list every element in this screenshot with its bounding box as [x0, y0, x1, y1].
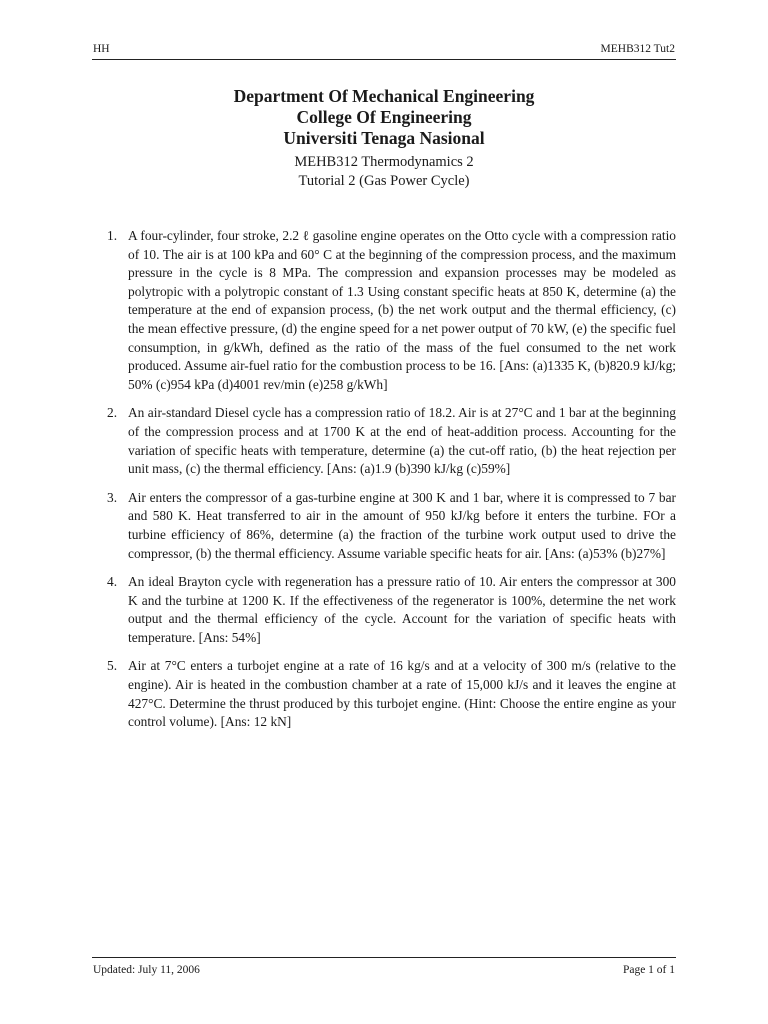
question-number: 4.	[107, 574, 118, 590]
subtitle-course: MEHB312 Thermodynamics 2	[294, 154, 474, 170]
question-item-1	[92, 227, 676, 394]
title-department: Department Of Mechanical Engineering	[233, 86, 535, 106]
page-footer	[92, 957, 676, 978]
question-item-3	[92, 489, 676, 563]
document-subtitle	[92, 153, 676, 191]
footer-updated-date: Updated: July 11, 2006	[93, 964, 200, 976]
title-college: College Of Engineering	[296, 107, 472, 127]
header-left-initials: HH	[93, 43, 110, 55]
question-number: 3.	[107, 489, 118, 505]
question-number: 1.	[107, 228, 118, 243]
question-item-5	[92, 657, 676, 731]
page-header	[92, 42, 676, 60]
question-item-2	[92, 404, 676, 478]
title-university: Universiti Tenaga Nasional	[283, 128, 485, 148]
subtitle-tutorial: Tutorial 2 (Gas Power Cycle)	[298, 173, 470, 189]
question-text: Air enters the compressor of a gas-turbine engine at 300 K and 1 bar, where it is compressed to 7 bar and 580 K. Heat transferred to air in the amount of 950 kJ/kg before it enters the turbine. FOr a turbine efficiency of 86%, determine (a) the fraction of the turbine work output used to drive the compressor, (b) the thermal efficiency. Assume variable specific heats for air. [Ans: (a)53% (b)27%]	[128, 489, 676, 561]
question-number: 2.	[107, 405, 118, 421]
question-list	[92, 227, 676, 742]
question-item-4	[92, 573, 676, 647]
question-text: An air-standard Diesel cycle has a compression ratio of 18.2. Air is at 27°C and 1 bar at the beginning of the compression process and at 1700 K at the end of heat-addition process. Accounting for the variation of specific heats with temperature, determine (a) the cut-off ratio, (b) the heat rejection per unit mass, (c) the thermal efficiency. [Ans: (a)1.9 (b)390 kJ/kg (c)59%]	[128, 405, 676, 477]
document-title	[92, 86, 676, 149]
footer-page-number: Page 1 of 1	[622, 964, 675, 976]
question-text: An ideal Brayton cycle with regeneration has a pressure ratio of 10. Air enters the compressor at 300 K and the turbine at 1200 K. If the effectiveness of the regenerator is 100%, determine the net work output and the thermal efficiency of the cycle. Account for the variation of specific heats with temperature. [Ans: 54%]	[128, 574, 676, 645]
question-text: Air at 7°C enters a turbojet engine at a rate of 16 kg/s and at a velocity of 300 m/s (relative to the engine). Air is heated in the combustion chamber at a rate of 15,000 kJ/s and it leaves the engine at 427°C. Determine the thrust produced by this turbojet engine. (Hint: Choose the entire engine as your control volume). [Ans: 12 kN]	[128, 658, 676, 730]
header-right-course-code: MEHB312 Tut2	[600, 43, 675, 55]
question-text: A four-cylinder, four stroke, 2.2 ℓ gasoline engine operates on the Otto cycle with a compression ratio of 10. The air is at 100 kPa and 60° C at the beginning of the compression process, and the maximum pressure in the cycle is 8 MPa. The compression and expansion processes may be modeled as polytropic with a polytropic constant of 1.3 Using constant specific heats at 850 K, determine (a) the temperature at the end of expansion process, (b) the net work output and the thermal efficiency, (c) the mean effective pressure, (d) the engine speed for a net power output of 70 kW, (e) the specific fuel consumption, in g/kWh, defined as the ratio of the mass of the fuel consumed to the net work produced. Assume air-fuel ratio for the combustion process to be 16. [Ans: (a)1335 K, (b)820.9 kJ/kg; 50% (c)954 kPa (d)4001 rev/min (e)258 g/kWh]	[128, 228, 676, 392]
question-number: 5.	[107, 658, 118, 674]
